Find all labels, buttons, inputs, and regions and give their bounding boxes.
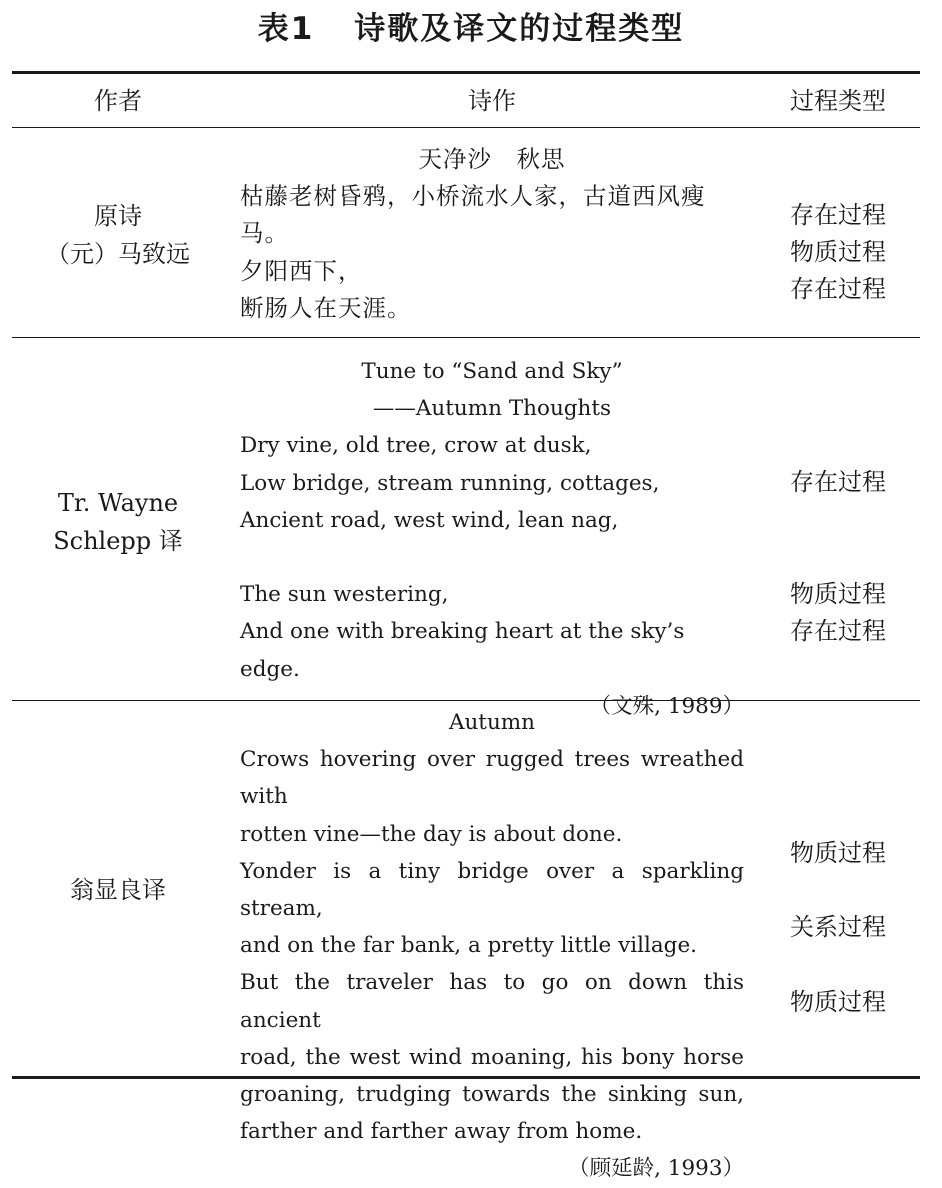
poem-line: Low bridge, stream running, cottages, — [240, 470, 660, 496]
row2-process-b — [768, 576, 908, 650]
poem-citation: （文殊, 1989） — [589, 693, 744, 719]
author-line: （元）马致远 — [46, 240, 190, 268]
poem-line: 马。 — [240, 219, 289, 248]
poem-line: Yonder is a tiny bridge over a sparkling stream, — [240, 858, 744, 922]
poem-line: Ancient road, west wind, lean nag, — [240, 507, 619, 533]
process-type: 物质过程 — [790, 580, 886, 608]
process-type: 存在过程 — [790, 617, 886, 646]
poem-line: 枯藤老树昏鸦，小桥流水人家，古道西风瘦 — [240, 182, 706, 211]
process-type: 关系过程 — [790, 913, 886, 942]
poem-title: 天净沙 秋思 — [418, 145, 566, 173]
row3-author — [18, 871, 218, 909]
poem-title: Autumn — [448, 710, 536, 735]
row3-poem — [240, 704, 744, 1188]
top-rule — [12, 71, 920, 74]
process-type: 存在过程 — [790, 201, 886, 229]
header-process: 过程类型 — [790, 87, 886, 115]
header-author: 作者 — [94, 87, 142, 115]
author-line: Schlepp 译 — [53, 527, 183, 555]
poem-line: Dry vine, old tree, crow at dusk, — [240, 433, 592, 459]
poem-line: Crows hovering over rugged trees wreathed with — [240, 747, 744, 810]
row2-process-a — [768, 464, 908, 501]
table-title — [0, 6, 942, 52]
table-caption: 诗歌及译文的过程类型 — [354, 11, 685, 47]
poem-line: farther and farther away from home. — [240, 1119, 643, 1145]
author-line: 原诗 — [94, 202, 142, 230]
spacer — [768, 947, 908, 984]
table-number: 表1 — [257, 11, 315, 47]
header-poem: 诗作 — [468, 87, 516, 115]
process-type: 物质过程 — [790, 238, 886, 267]
row1-poem — [240, 141, 744, 327]
row1-author — [18, 197, 218, 273]
spacer — [768, 872, 908, 909]
process-type: 存在过程 — [790, 468, 886, 496]
row-divider-1 — [12, 337, 920, 338]
poem-line: The sun westering, — [240, 582, 449, 608]
poem-line: road, the west wind moaning, his bony horse — [240, 1044, 744, 1070]
poem-title: Tune to “Sand and Sky” — [361, 359, 623, 384]
row3-process — [768, 835, 908, 1021]
row2-author — [18, 484, 218, 560]
poem-subtitle: ——Autumn Thoughts — [372, 396, 612, 422]
poem-citation: （顾延龄, 1993） — [568, 1156, 744, 1182]
poem-line: and on the far bank, a pretty little village. — [240, 933, 698, 959]
author-line: 翁显良译 — [70, 876, 166, 904]
poem-line: But the traveler has to go on down this ancient — [240, 970, 744, 1033]
row2-poem — [240, 353, 744, 725]
process-type: 物质过程 — [790, 839, 886, 867]
poem-line: groaning, trudging towards the sinking sun, — [240, 1082, 744, 1108]
poem-line: 断肠人在天涯。 — [240, 293, 412, 322]
poem-line: 夕阳西下， — [240, 256, 363, 285]
row1-process — [768, 197, 908, 309]
process-type: 物质过程 — [790, 987, 886, 1016]
poem-line: rotten vine—the day is about done. — [240, 821, 623, 847]
header-rule — [12, 127, 920, 128]
process-type: 存在过程 — [790, 275, 886, 304]
stanza-gap — [240, 539, 744, 576]
author-line: Tr. Wayne — [57, 489, 179, 517]
poem-line: And one with breaking heart at the sky’s edge. — [240, 619, 685, 682]
